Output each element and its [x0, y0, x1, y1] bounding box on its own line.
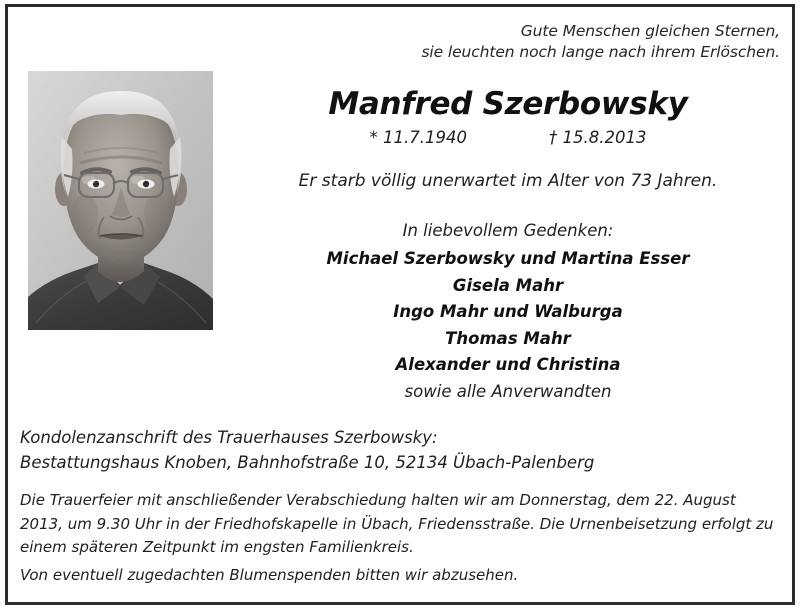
portrait-photo: [28, 71, 213, 330]
death-statement: Er starb völlig unerwartet im Alter von 73 Jahren.: [298, 171, 718, 191]
epigraph: [421, 21, 780, 63]
flower-donation-note: Von eventuell zugedachten Blumenspenden bitten wir abzusehen.: [20, 566, 519, 584]
portrait-illustration: [28, 71, 213, 330]
notice-content: [8, 7, 792, 602]
mourner-list: [230, 246, 786, 405]
list-item: Alexander und Christina: [395, 355, 621, 374]
list-item: Gisela Mahr: [452, 275, 564, 295]
memorial-intro: In liebevollem Gedenken:: [402, 221, 614, 240]
funeral-service-details: Die Trauerfeier mit anschließender Verabschiedung halten wir am Donnerstag, dem 22. August 2013, um 9.30 Uhr in der Friedhofskapelle in Übach, Friedensstraße. Die Urnenbeisetzung erfolgt zu einem späteren Zeitpunkt im engsten Familienkreis.: [20, 491, 774, 556]
epigraph-line-1: Gute Menschen gleichen Sternen,: [520, 22, 780, 40]
memorial-center-column: [230, 85, 786, 405]
birth-date: * 11.7.1940: [369, 128, 467, 147]
deceased-name: Manfred Szerbowsky: [328, 86, 688, 122]
condolence-address: [20, 425, 780, 475]
condolence-address-line: Bestattungshaus Knoben, Bahnhofstraße 10, 52134 Übach-Palenberg: [20, 453, 595, 472]
list-item: Ingo Mahr und Walburga: [393, 302, 623, 321]
condolence-heading: Kondolenzanschrift des Trauerhauses Szerbowsky:: [20, 428, 438, 447]
list-item: Thomas Mahr: [445, 328, 571, 348]
list-item: Michael Szerbowsky und Martina Esser: [326, 249, 690, 268]
death-date: † 15.8.2013: [549, 128, 647, 147]
life-dates: [230, 127, 786, 149]
list-item: sowie alle Anverwandten: [404, 381, 612, 401]
epigraph-line-2: sie leuchten noch lange nach ihrem Erlöschen.: [421, 43, 780, 61]
